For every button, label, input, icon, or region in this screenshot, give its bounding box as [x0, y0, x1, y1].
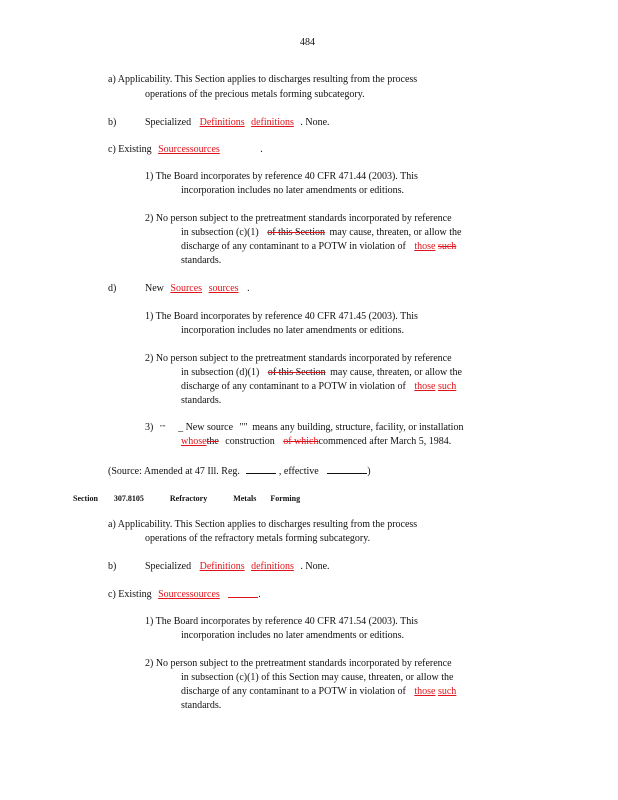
- b-c2-line-4: standards.: [181, 700, 222, 711]
- c1-line-1: 1) The Board incorporates by reference 40 CFR 471.44 (2003). This: [145, 171, 418, 182]
- d3-line-1: [145, 421, 463, 435]
- b-definitions-insert-2: definitions: [251, 561, 294, 572]
- c2-line-1: 2) No person subject to the pretreatment standards incorporated by reference: [145, 213, 452, 224]
- existing-label: c) Existing: [108, 144, 152, 155]
- b-c1-line-1: 1) The Board incorporates by reference 40 CFR 471.54 (2003). This: [145, 616, 418, 627]
- new-insert-2: sources: [208, 283, 239, 294]
- c2-inserted-text: those: [414, 241, 436, 252]
- source-blank-2: [327, 463, 367, 474]
- d3-marks: "": [159, 424, 166, 432]
- new-sources-label: d): [108, 283, 117, 294]
- d2-line-3-text: discharge of any contaminant to a POTW in violation of: [181, 381, 406, 392]
- c2-line-2-text: in subsection (c)(1): [181, 227, 259, 238]
- section-heading-label: Section: [73, 494, 98, 503]
- definitions-insert-2: definitions: [251, 117, 294, 128]
- b-existing-label: c) Existing: [108, 589, 152, 600]
- b-definitions-tail: . None.: [300, 561, 330, 572]
- c2-line-2: [181, 226, 461, 240]
- applicability-line-1: a) Applicability. This Section applies to discharges resulting from the process: [108, 74, 418, 85]
- definitions-tail: . None.: [300, 117, 330, 128]
- b-existing-rule: [228, 592, 258, 598]
- b-definitions-insert-1: Definitions: [199, 561, 245, 572]
- d2-inserted-text: those: [414, 381, 436, 392]
- b-existing-insert-2: sources: [189, 589, 220, 600]
- definitions-text: Specialized: [145, 117, 192, 128]
- existing-tail: .: [260, 144, 263, 155]
- new-insert-1: Sources: [170, 283, 203, 294]
- source-note-text: (Source: Amended at 47 Ill. Reg.: [108, 466, 240, 477]
- d1-line-2: incorporation includes no later amendments or editions.: [181, 325, 404, 336]
- d3-line-2-tail: commenced after March 5, 1984.: [318, 436, 452, 447]
- b-c1-line-2: incorporation includes no later amendments or editions.: [181, 630, 404, 641]
- source-note: [108, 463, 371, 479]
- c2-line-3-text: discharge of any contaminant to a POTW in violation of: [181, 241, 406, 252]
- section-heading-title-2: Metals: [233, 494, 257, 503]
- c2-deleted-text-2: such: [437, 241, 457, 252]
- b-existing-insert-1: Sources: [158, 589, 190, 600]
- section-heading: [73, 492, 300, 506]
- d3-line-1-text: _ New source: [178, 422, 234, 433]
- b-c2-inserted-text-2: such: [437, 686, 457, 697]
- c2-line-3: [181, 240, 456, 254]
- source-blank-1: [246, 463, 276, 474]
- applicability-line-2: operations of the precious metals forming subcategory.: [145, 89, 365, 100]
- b-c2-line-2: in subsection (c)(1) of this Section may cause, threaten, or allow the: [181, 672, 454, 683]
- d3-deleted-text-2: of which: [283, 436, 319, 447]
- new-sources-line: [145, 282, 250, 296]
- new-tail: .: [247, 283, 250, 294]
- source-note-effective: , effective: [278, 466, 319, 477]
- b-definitions-text: Specialized: [145, 561, 192, 572]
- b-c2-inserted-text: those: [414, 686, 436, 697]
- page-number: 484: [300, 37, 315, 48]
- d2-line-4: standards.: [181, 395, 222, 406]
- definitions-insert-1: Definitions: [199, 117, 245, 128]
- b-applicability-line-2: operations of the refractory metals forming subcategory.: [145, 533, 371, 544]
- d1-line-1: 1) The Board incorporates by reference 40 CFR 471.45 (2003). This: [145, 311, 418, 322]
- section-heading-number: 307.8105: [113, 494, 144, 503]
- d2-line-3: [181, 380, 456, 394]
- b-existing-sources-line: [108, 588, 261, 602]
- section-heading-title-3: Forming: [270, 494, 301, 503]
- c2-line-4: standards.: [181, 255, 222, 266]
- definitions-label: b): [108, 117, 117, 128]
- section-heading-title-1: Refractory: [169, 494, 208, 503]
- source-note-close: ): [367, 466, 371, 477]
- d3-line-1-tail: means any building, structure, facility, or installation: [252, 422, 464, 433]
- b-definitions-label: b): [108, 561, 117, 572]
- definitions-line: [145, 116, 330, 130]
- d3-line-2-text: construction: [225, 436, 275, 447]
- d2-line-2-tail: may cause, threaten, or allow the: [330, 367, 462, 378]
- c2-deleted-text: of this Section: [267, 227, 326, 238]
- existing-insert-2: sources: [189, 144, 220, 155]
- d3-deleted-text: the: [206, 436, 219, 447]
- b-applicability-line-1: a) Applicability. This Section applies to discharges resulting from the process: [108, 519, 418, 530]
- d2-deleted-text: of this Section: [267, 367, 326, 378]
- b-c2-line-3: [181, 685, 456, 699]
- d2-line-2: [181, 366, 462, 380]
- d2-inserted-text-2: such: [437, 381, 457, 392]
- d3-quote: "": [239, 422, 248, 433]
- d3-line-2: [181, 435, 451, 449]
- b-c2-line-1: 2) No person subject to the pretreatment standards incorporated by reference: [145, 658, 452, 669]
- existing-sources-line: [108, 143, 263, 157]
- c2-line-2-tail: may cause, threaten, or allow the: [329, 227, 462, 238]
- b-c2-line-3-text: discharge of any contaminant to a POTW in violation of: [181, 686, 406, 697]
- new-label: New: [145, 283, 164, 294]
- d3-inserted-text: whose: [181, 436, 207, 447]
- d2-line-1: 2) No person subject to the pretreatment standards incorporated by reference: [145, 353, 452, 364]
- d3-number: 3): [145, 422, 154, 433]
- b-definitions-line: [145, 560, 330, 574]
- existing-insert-1: Sources: [158, 144, 190, 155]
- d2-line-2-text: in subsection (d)(1): [181, 367, 260, 378]
- c1-line-2: incorporation includes no later amendments or editions.: [181, 185, 404, 196]
- b-existing-tail: .: [258, 589, 261, 600]
